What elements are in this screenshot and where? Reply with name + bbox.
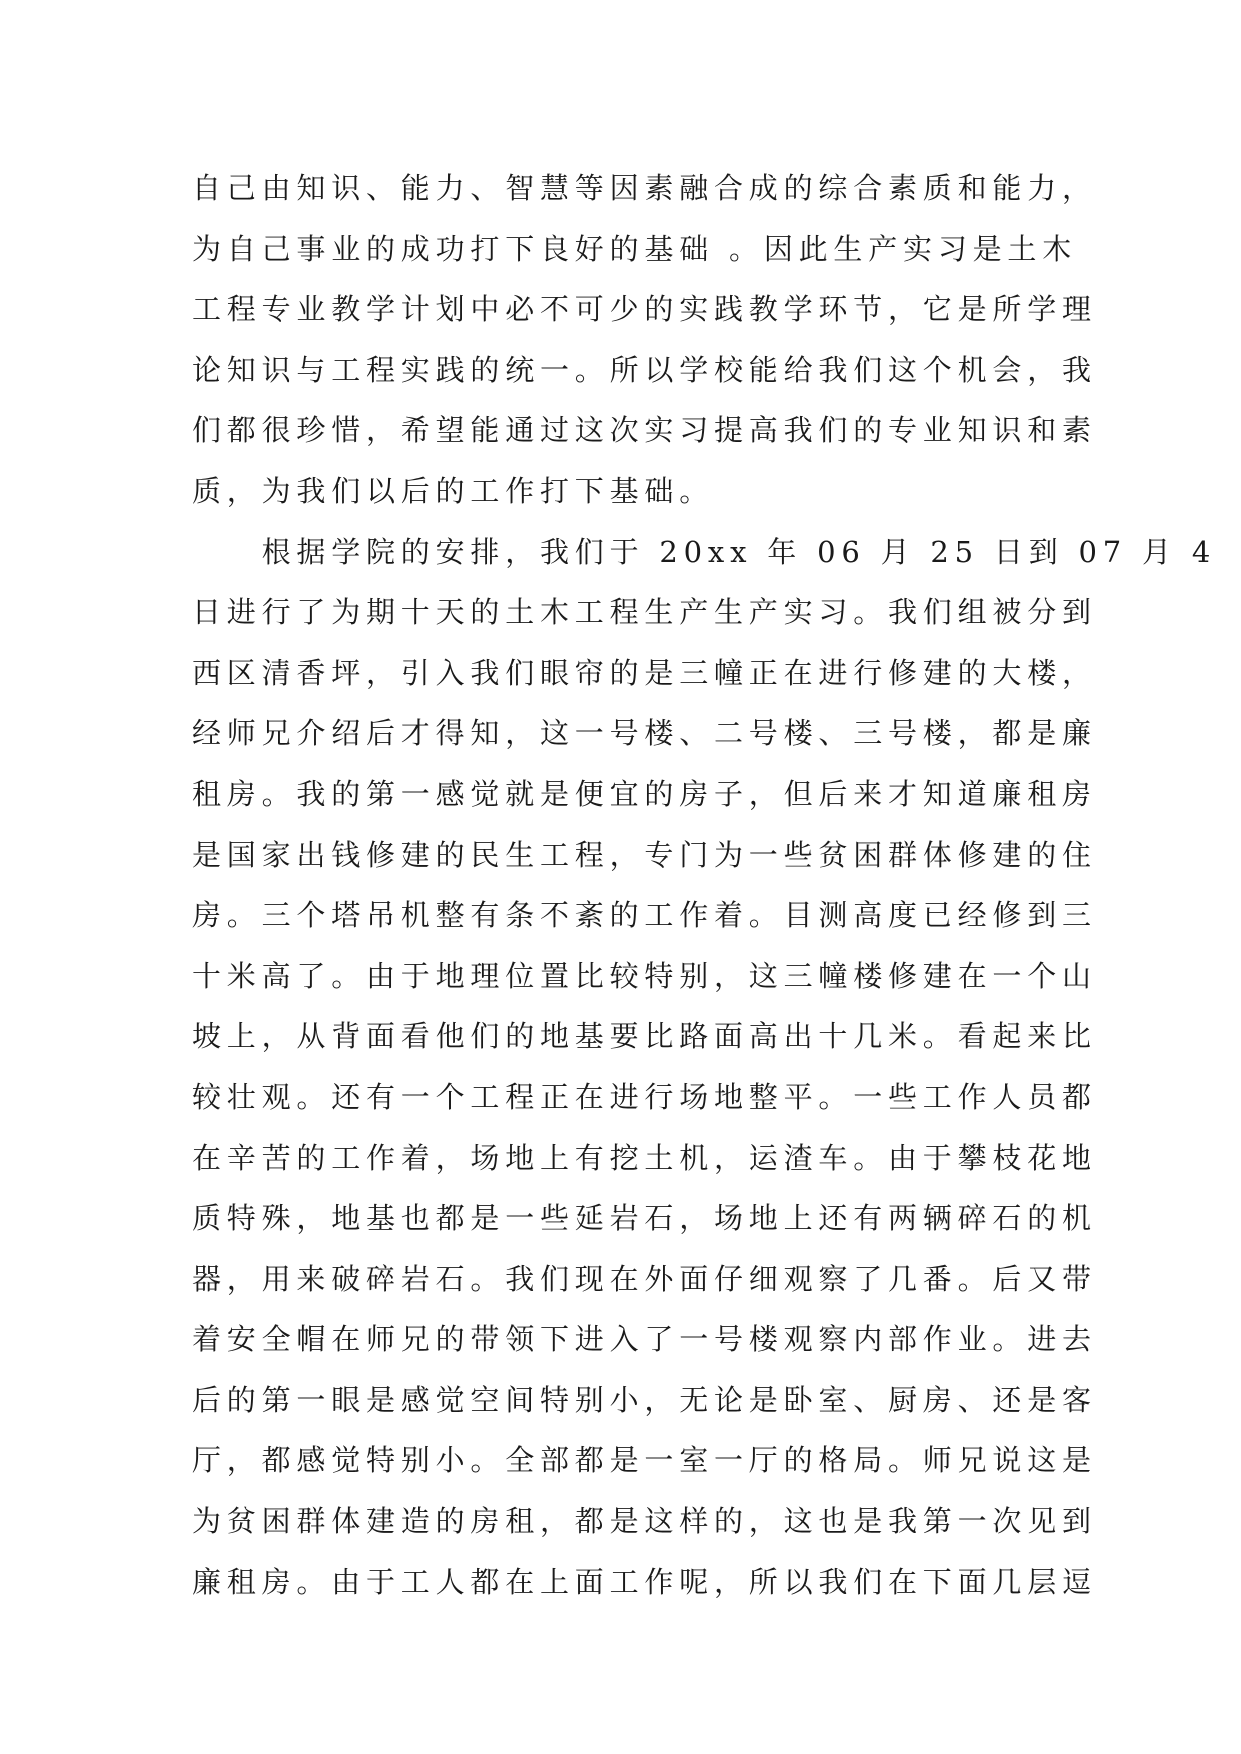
text-line: 西区清香坪，引入我们眼帘的是三幢正在进行修建的大楼，: [192, 655, 1097, 690]
body-text: [192, 158, 1217, 1612]
text-line: 房。三个塔吊机整有条不紊的工作着。目测高度已经修到三: [192, 898, 1097, 933]
text-line: 为贫困群体建造的房租，都是这样的，这也是我第一次见到: [192, 1504, 1097, 1539]
text-line: 十米高了。由于地理位置比较特别，这三幢楼修建在一个山: [192, 958, 1097, 993]
text-line: 器，用来破碎岩石。我们现在外面仔细观察了几番。后又带: [192, 1261, 1097, 1296]
text-line: 根据学院的安排，我们于 20xx 年 06 月 25 日到 07 月 4: [192, 534, 1217, 569]
text-line: 后的第一眼是感觉空间特别小，无论是卧室、厨房、还是客: [192, 1382, 1097, 1417]
text-line: 租房。我的第一感觉就是便宜的房子，但后来才知道廉租房: [192, 776, 1097, 811]
text-line: 自己由知识、能力、智慧等因素融合成的综合素质和能力，: [192, 171, 1097, 205]
text-line: 工程专业教学计划中必不可少的实践教学环节，它是所学理: [192, 292, 1097, 327]
text-line: 经师兄介绍后才得知，这一号楼、二号楼、三号楼，都是廉: [192, 716, 1097, 751]
text-line: 质特殊，地基也都是一些延岩石，场地上还有两辆碎石的机: [192, 1201, 1097, 1236]
text-line: 为自己事业的成功打下良好的基础 。因此生产实习是土木: [192, 231, 1078, 266]
text-line: 着安全帽在师兄的带领下进入了一号楼观察内部作业。进去: [192, 1322, 1097, 1357]
text-line: 坡上，从背面看他们的地基要比路面高出十几米。看起来比: [192, 1019, 1097, 1054]
text-line: 在辛苦的工作着，场地上有挖土机，运渣车。由于攀枝花地: [192, 1140, 1097, 1175]
text-line: 廉租房。由于工人都在上面工作呢，所以我们在下面几层逗: [192, 1564, 1097, 1599]
text-line: 质，为我们以后的工作打下基础。: [192, 473, 715, 508]
text-line: 论知识与工程实践的统一。所以学校能给我们这个机会，我: [192, 352, 1097, 387]
text-line: 日进行了为期十天的土木工程生产生产实习。我们组被分到: [192, 595, 1097, 630]
text-line: 们都很珍惜，希望能通过这次实习提高我们的专业知识和素: [192, 413, 1097, 448]
text-line: 较壮观。还有一个工程正在进行场地整平。一些工作人员都: [192, 1079, 1097, 1114]
text-line: 厅，都感觉特别小。全部都是一室一厅的格局。师兄说这是: [192, 1443, 1097, 1478]
text-line: 是国家出钱修建的民生工程，专门为一些贫困群体修建的住: [192, 837, 1097, 872]
